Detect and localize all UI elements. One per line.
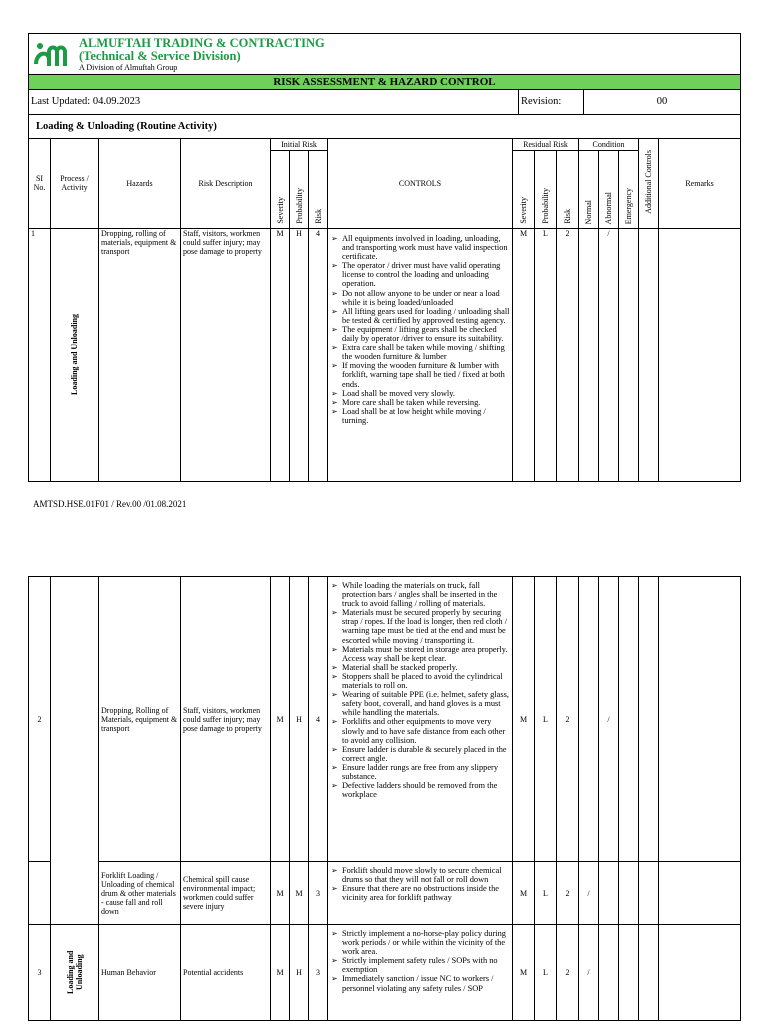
col-emergency: Emergency bbox=[619, 151, 639, 229]
row-remarks bbox=[659, 925, 741, 1021]
table-row bbox=[29, 862, 741, 925]
row-normal: / bbox=[579, 925, 599, 1021]
row-probability: H bbox=[290, 925, 309, 1021]
row-probability: M bbox=[290, 862, 309, 925]
row-controls bbox=[328, 925, 513, 1021]
row-severity: M bbox=[271, 862, 290, 925]
col-risk: Risk bbox=[309, 151, 328, 229]
row-abnormal bbox=[599, 925, 619, 1021]
control-item: ➢ Materials must be stored in storage area properly. Access way shall be kept clear. bbox=[342, 645, 510, 663]
row-res-severity: M bbox=[513, 925, 535, 1021]
division-name: (Technical & Service Division) bbox=[79, 48, 241, 63]
row-severity: M bbox=[271, 925, 290, 1021]
row-risk-desc: Staff, visitors, workmen could suffer injury; may pose damage to property bbox=[181, 577, 271, 862]
row-process: Loading and Unloading bbox=[51, 229, 99, 482]
col-res-risk: Risk bbox=[557, 151, 579, 229]
row-res-probability: L bbox=[535, 229, 557, 482]
row-risk: 3 bbox=[309, 925, 328, 1021]
row-sl: 3 bbox=[29, 925, 51, 1021]
control-item: ➢ Immediately sanction / issue NC to workers / personnel violating any safety rules / SOP bbox=[342, 974, 510, 992]
row-risk-desc: Chemical spill cause environmental impact; workmen could suffer severe injury bbox=[181, 862, 271, 925]
col-res-probability: Probability bbox=[535, 151, 557, 229]
row-res-risk: 2 bbox=[557, 925, 579, 1021]
row-hazard: Forklift Loading / Unloading of chemical drum & other materials - cause fall and roll down bbox=[99, 862, 181, 925]
row-additional bbox=[639, 577, 659, 862]
row-additional bbox=[639, 925, 659, 1021]
col-remarks: Remarks bbox=[659, 139, 741, 229]
col-initial-risk: Initial Risk bbox=[271, 139, 328, 151]
row-emergency bbox=[619, 577, 639, 862]
row-risk-desc: Potential accidents bbox=[181, 925, 271, 1021]
controls-list-2 bbox=[330, 581, 510, 799]
row-severity: M bbox=[271, 229, 290, 482]
activity-title: Loading & Unloading (Routine Activity) bbox=[29, 114, 741, 138]
row-res-probability: L bbox=[535, 925, 557, 1021]
col-condition: Condition bbox=[579, 139, 639, 151]
control-item: ➢ The operator / driver must have valid operating license to control the loading and unloading operation. bbox=[342, 261, 510, 288]
control-item: ➢ All lifting gears used for loading / unloading shall be tested & certified by approved testing agency. bbox=[342, 307, 510, 325]
control-item: ➢ The equipment / lifting gears shall be checked daily by operator /driver to ensure its suitability. bbox=[342, 325, 510, 343]
row-risk-desc: Staff, visitors, workmen could suffer injury; may pose damage to property bbox=[181, 229, 271, 482]
row-sl: 1 bbox=[29, 229, 51, 482]
row-risk: 4 bbox=[309, 577, 328, 862]
group-name: A Division of Almuftah Group bbox=[79, 62, 178, 72]
control-item: ➢ Ensure ladder is durable & securely placed in the correct angle. bbox=[342, 745, 510, 763]
company-name: ALMUFTAH TRADING & CONTRACTING bbox=[79, 35, 325, 50]
col-residual-risk: Residual Risk bbox=[513, 139, 579, 151]
row-res-risk: 2 bbox=[557, 229, 579, 482]
risk-table-page-two bbox=[28, 576, 741, 1021]
col-controls: CONTROLS bbox=[328, 139, 513, 229]
controls-list-1 bbox=[330, 234, 510, 425]
row-emergency bbox=[619, 862, 639, 925]
col-process: Process / Activity bbox=[51, 139, 99, 229]
document-code: AMTSD.HSE.01F01 / Rev.00 /01.08.2021 bbox=[33, 499, 187, 509]
control-item: ➢ Materials must be secured properly by securing strap / ropes. If the load is longer, then red cloth / warning tape must be tied at the end and must be escorted while moving / transporting it. bbox=[342, 608, 510, 644]
page-one bbox=[28, 33, 740, 482]
row-probability: H bbox=[290, 577, 309, 862]
revision-value: 00 bbox=[584, 90, 741, 114]
controls-list-3 bbox=[330, 866, 510, 902]
controls-list-4 bbox=[330, 929, 510, 993]
row-controls bbox=[328, 862, 513, 925]
row-probability: H bbox=[290, 229, 309, 482]
last-updated: Last Updated: 04.09.2023 bbox=[29, 90, 519, 114]
control-item: ➢ Wearing of suitable PPE (i.e. helmet, safety glass, safety boot, coverall, and hand gloves is a must while handling the materials. bbox=[342, 690, 510, 717]
control-item: ➢ Material shall be stacked properly. bbox=[342, 663, 510, 672]
col-risk-desc: Risk Description bbox=[181, 139, 271, 229]
control-item: ➢ Ensure that there are no obstructions inside the vicinity area for forklift pathway bbox=[342, 884, 510, 902]
row-risk: 4 bbox=[309, 229, 328, 482]
row-remarks bbox=[659, 862, 741, 925]
row-hazard: Dropping, Rolling of Materials, equipment & transport bbox=[99, 577, 181, 862]
control-item: ➢ Stoppers shall be placed to avoid the cylindrical materials to roll on. bbox=[342, 672, 510, 690]
control-item: ➢ While loading the materials on truck, fall protection bars / angles shall be inserted in the truck to avoid falling / rolling of materials. bbox=[342, 581, 510, 608]
table-row bbox=[29, 229, 741, 482]
header-table bbox=[28, 33, 741, 90]
row-res-risk: 2 bbox=[557, 862, 579, 925]
control-item: ➢ Strictly implement safety rules / SOPs with no exemption bbox=[342, 956, 510, 974]
col-normal: Normal bbox=[579, 151, 599, 229]
row-hazard: Human Behavior bbox=[99, 925, 181, 1021]
row-additional bbox=[639, 862, 659, 925]
row-controls bbox=[328, 577, 513, 862]
row-emergency bbox=[619, 229, 639, 482]
col-severity: Severity bbox=[271, 151, 290, 229]
company-header bbox=[29, 34, 741, 75]
control-item: ➢ Forklifts and other equipments to move very slowly and to have safe distance from each other to avoid any collision. bbox=[342, 717, 510, 744]
row-normal bbox=[579, 577, 599, 862]
row-emergency bbox=[619, 925, 639, 1021]
row-remarks bbox=[659, 229, 741, 482]
col-hazards: Hazards bbox=[99, 139, 181, 229]
row-normal: / bbox=[579, 862, 599, 925]
col-res-severity: Severity bbox=[513, 151, 535, 229]
row-hazard: Dropping, rolling of materials, equipment & transport bbox=[99, 229, 181, 482]
row-abnormal: / bbox=[599, 229, 619, 482]
row-severity: M bbox=[271, 577, 290, 862]
meta-table bbox=[28, 90, 741, 139]
company-logo bbox=[33, 38, 73, 72]
control-item: ➢ All equipments involved in loading, unloading, and transporting work must have valid inspection certificate. bbox=[342, 234, 510, 261]
table-row bbox=[29, 577, 741, 862]
row-normal bbox=[579, 229, 599, 482]
row-remarks bbox=[659, 577, 741, 862]
row-controls bbox=[328, 229, 513, 482]
row-abnormal bbox=[599, 862, 619, 925]
control-item: ➢ Strictly implement a no-horse-play policy during work periods / or while within the vicinity of the work area. bbox=[342, 929, 510, 956]
row-res-severity: M bbox=[513, 229, 535, 482]
col-sl: SI No. bbox=[29, 139, 51, 229]
row-sl: 2 bbox=[29, 577, 51, 862]
row-res-risk: 2 bbox=[557, 577, 579, 862]
row-additional bbox=[639, 229, 659, 482]
control-item: ➢ Ensure ladder rungs are free from any slippery substance. bbox=[342, 763, 510, 781]
control-item: ➢ More care shall be taken while reversing. bbox=[342, 398, 510, 407]
control-item: ➢ Forklift should move slowly to secure chemical drums so that they will not fall or roll down bbox=[342, 866, 510, 884]
row-risk: 3 bbox=[309, 862, 328, 925]
col-abnormal: Abnormal bbox=[599, 151, 619, 229]
control-item: ➢ If moving the wooden furniture & lumber with forklift, warning tape shall be tied / fixed at both ends. bbox=[342, 361, 510, 388]
page-two bbox=[28, 576, 740, 1021]
revision-label: Revision: bbox=[519, 90, 584, 114]
table-row bbox=[29, 925, 741, 1021]
control-item: ➢ Extra care shall be taken while moving / shifting the wooden furniture & lumber bbox=[342, 343, 510, 361]
control-item: ➢ Defective ladders should be removed from the workplace bbox=[342, 781, 510, 799]
row-process: Loading and Unloading bbox=[51, 925, 99, 1021]
doc-title: RISK ASSESSMENT & HAZARD CONTROL bbox=[29, 75, 741, 90]
row-res-severity: M bbox=[513, 862, 535, 925]
risk-table-page-one bbox=[28, 139, 741, 483]
control-item: ➢ Load shall be at low height while moving / turning. bbox=[342, 407, 510, 425]
row-abnormal: / bbox=[599, 577, 619, 862]
control-item: ➢ Load shall be moved very slowly. bbox=[342, 389, 510, 398]
col-additional-controls: Additional Controls bbox=[639, 139, 659, 229]
row-res-probability: L bbox=[535, 577, 557, 862]
row-res-probability: L bbox=[535, 862, 557, 925]
row-res-severity: M bbox=[513, 577, 535, 862]
col-probability: Probability bbox=[290, 151, 309, 229]
row-sl bbox=[29, 862, 51, 925]
control-item: ➢ Do not allow anyone to be under or near a load while it is being loaded/unloaded bbox=[342, 289, 510, 307]
row-process bbox=[51, 577, 99, 925]
